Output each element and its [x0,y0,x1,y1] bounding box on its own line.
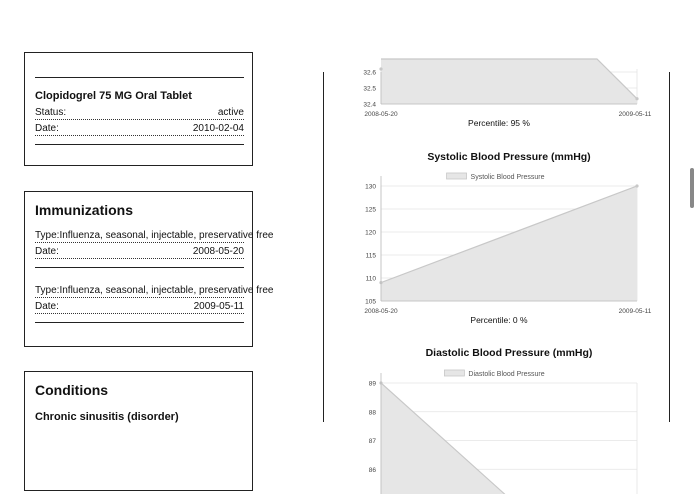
y-tick-label: 115 [365,252,376,260]
immunization-type-row [35,229,274,243]
x-tick-label: 2009-05-11 [618,308,652,315]
date-value: 2009-05-11 [193,301,244,312]
x-tick-label: 2008-05-20 [364,111,398,118]
y-tick-label: 105 [365,298,376,306]
area-fill [381,186,637,301]
y-tick-label: 86 [368,466,376,474]
percentile-text: Percentile: 95 % [468,118,530,128]
immunizations-title: Immunizations [35,202,134,218]
type-label: Type: [35,230,60,241]
date-label: Date: [35,123,59,134]
legend-label: Systolic Blood Pressure [470,174,545,181]
y-tick-label: 88 [368,409,376,417]
status-value: active [217,107,244,118]
legend-swatch [447,173,467,179]
y-tick-label: 120 [365,229,376,237]
immunization-type-row [35,284,274,298]
type-label: Type: [35,285,60,296]
conditions-title: Conditions [35,382,109,398]
charts-area [324,69,670,474]
condition-name: Chronic sinusitis (disorder) [35,411,179,423]
date-label: Date: [35,301,59,312]
date-value: 2008-05-20 [192,246,244,257]
observations-panel [323,69,670,474]
immunization-date-row [35,245,244,259]
date-value: 2010-02-04 [192,123,244,134]
conditions-card [24,371,253,491]
y-tick-label: 32.4 [363,101,376,109]
medication-status-row [35,106,244,120]
percentile-text: Percentile: 0 % [470,315,528,325]
y-tick-label: 125 [365,206,376,214]
status-label: Status: [35,107,67,118]
divider [35,144,244,145]
legend-swatch [444,370,464,376]
legend-label: Diastolic Blood Pressure [468,371,545,378]
immunizations-card [24,191,274,347]
divider [35,77,244,78]
divider [35,322,244,323]
x-tick-label: 2009-05-11 [618,111,652,118]
area-fill [381,59,637,104]
y-tick-label: 32.6 [363,69,376,77]
type-value: Influenza, seasonal, injectable, preservative free [59,230,274,241]
y-tick-label: 32.5 [363,85,376,93]
y-tick-label: 130 [365,183,376,191]
scrollbar-thumb[interactable] [690,168,694,208]
y-tick-label: 110 [365,275,376,283]
chart-title: Diastolic Blood Pressure (mmHg) [425,347,593,359]
immunization-date-row [35,300,244,314]
x-tick-label: 2008-05-20 [364,308,398,315]
data-point [379,67,382,70]
chart-title: Systolic Blood Pressure (mmHg) [427,151,591,163]
medications-card [24,52,253,166]
medication-date-row [35,122,244,136]
data-point [635,184,638,187]
page-viewport[interactable] [0,69,695,474]
medication-name: Clopidogrel 75 MG Oral Tablet [35,90,192,102]
date-label: Date: [35,246,59,257]
y-tick-label: 87 [368,438,376,445]
data-point [635,97,638,100]
divider [35,267,244,268]
type-value: Influenza, seasonal, injectable, preservative free [59,285,274,296]
area-fill [381,383,637,494]
y-tick-label: 89 [368,380,376,388]
